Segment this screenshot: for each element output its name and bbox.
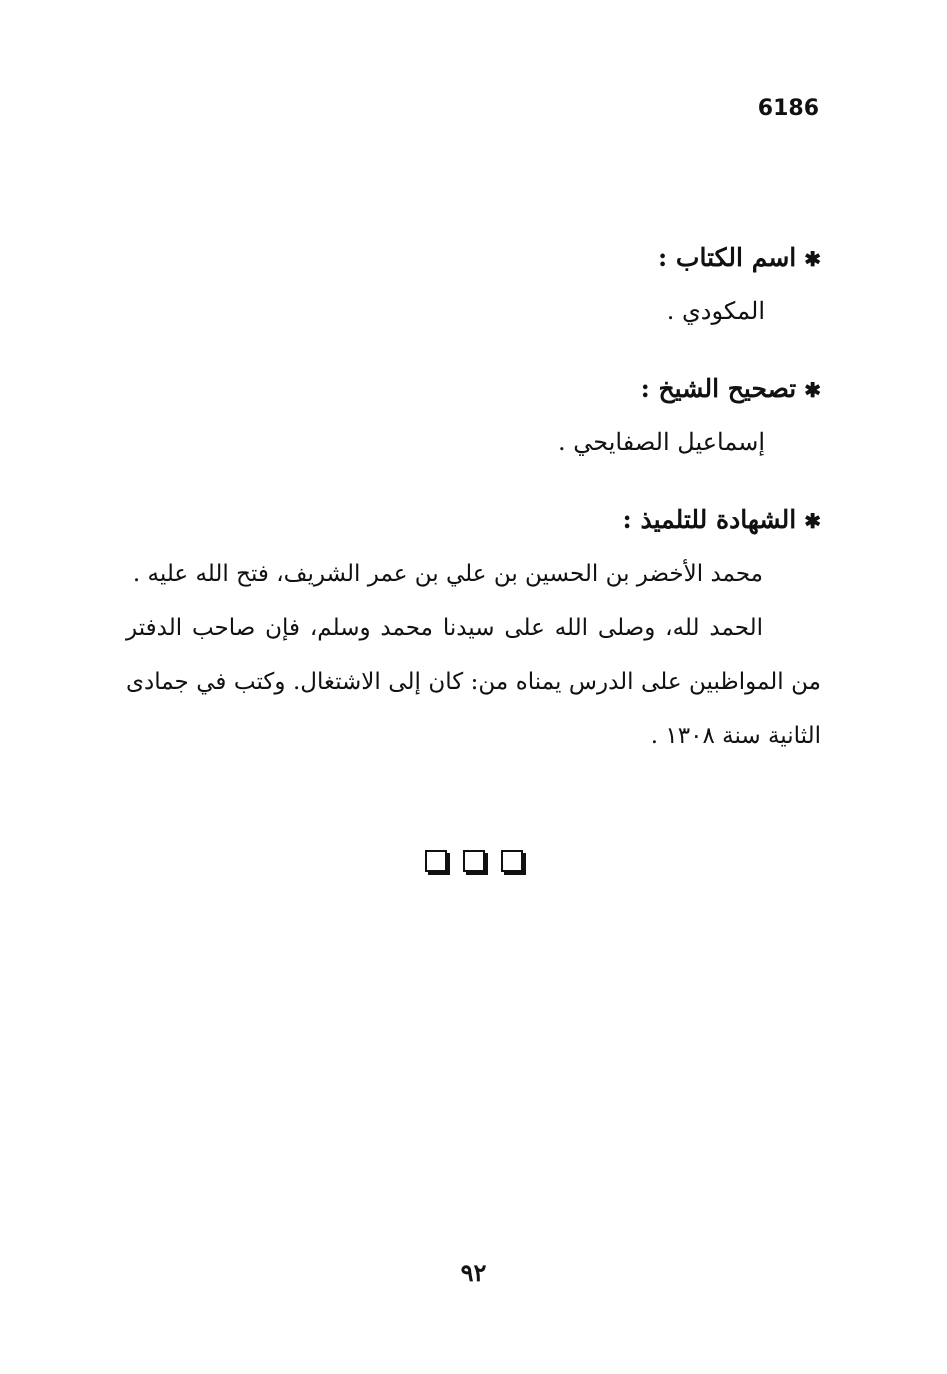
- book-heading: [126, 238, 821, 279]
- book-section: [126, 238, 821, 331]
- certificate-label: الشهادة للتلميذ :: [622, 505, 797, 534]
- certificate-section: [126, 500, 821, 763]
- certificate-student: محمد الأخضر بن الحسين بن علي بن عمر الشريف، فتح الله عليه .: [132, 561, 763, 587]
- certificate-heading: [126, 500, 821, 541]
- square-ornament-icon: [425, 850, 447, 872]
- asterisk-icon: ✱: [804, 378, 821, 402]
- page-number: ٩٢: [460, 1258, 487, 1287]
- reference-number: 6186: [757, 96, 819, 121]
- square-ornament-icon: [501, 850, 523, 872]
- asterisk-icon: ✱: [804, 247, 821, 271]
- square-ornament-icon: [463, 850, 485, 872]
- certificate-text: الحمد لله، وصلى الله على سيدنا محمد وسلم، فإن صاحب الدفتر من المواظبين على الدرس يمناه من: كان إلى الاشتغال. وكتب في جمادى الثانية سنة ١٣٠٨ .: [126, 615, 821, 749]
- corrector-heading: [126, 369, 821, 410]
- corrector-section: [126, 369, 821, 462]
- book-label: اسم الكتاب :: [658, 243, 797, 272]
- corrector-label: تصحيح الشيخ :: [640, 374, 797, 403]
- corrector-value: إسماعيل الصفايحي .: [557, 428, 765, 456]
- book-value: المكودي .: [666, 297, 765, 325]
- certificate-content: [126, 238, 821, 763]
- section-separator: [0, 850, 947, 872]
- asterisk-icon: ✱: [804, 509, 821, 533]
